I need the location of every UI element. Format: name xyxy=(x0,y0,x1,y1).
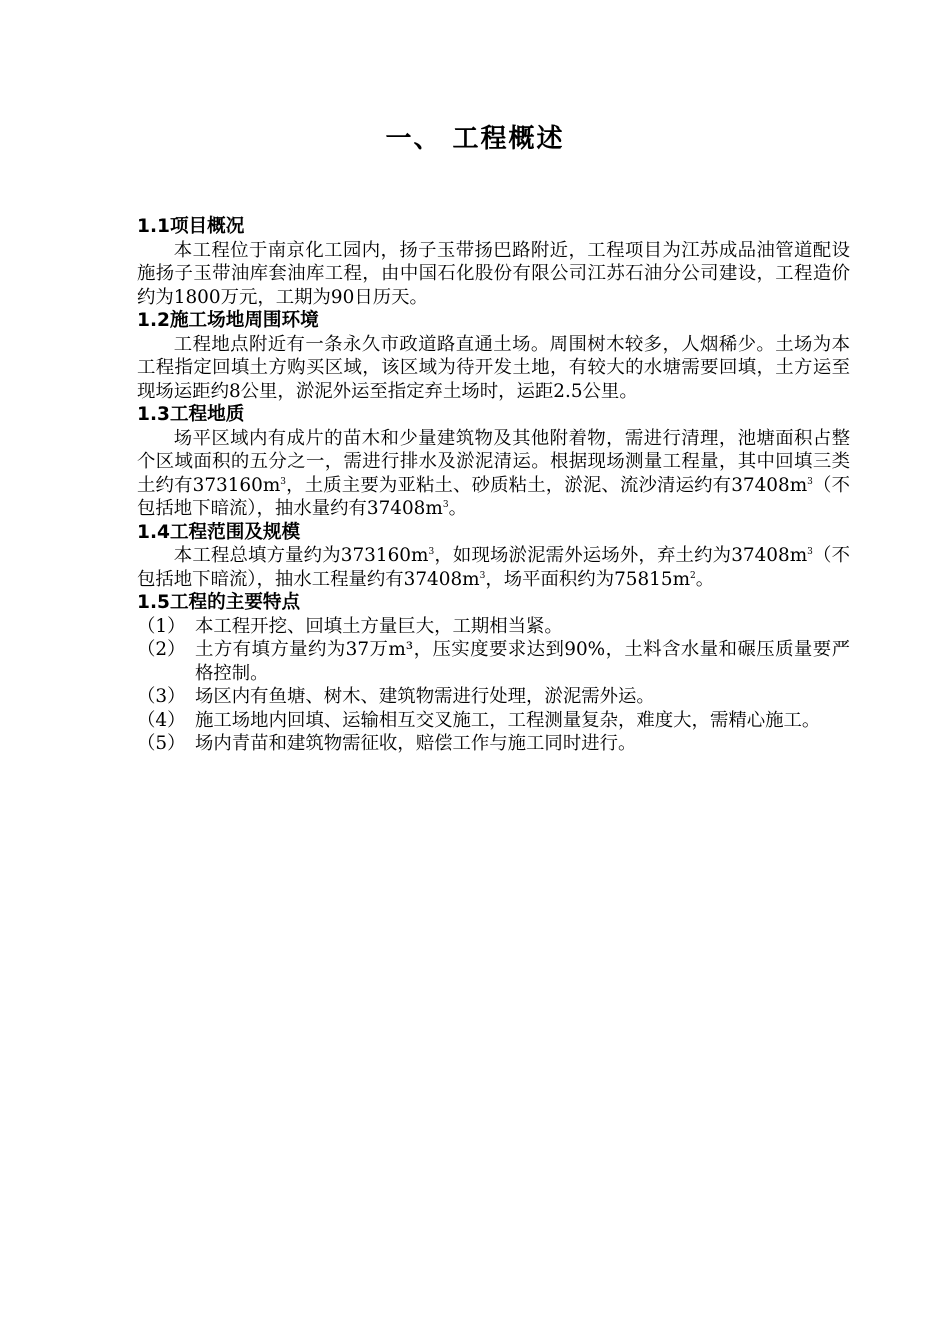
list-item xyxy=(137,732,850,756)
superscript: 3 xyxy=(807,547,813,557)
text-run: ，场平面积约为75815m xyxy=(485,568,691,590)
section-heading-1-2: 1.2施工场地周围环境 xyxy=(137,310,319,331)
text-run: 本工程总填方量约为373160m xyxy=(173,545,429,566)
text-run: 。 xyxy=(448,498,467,519)
list-item-text: 本工程开挖、回填土方量巨大，工期相当紧。 xyxy=(195,615,563,637)
section-paragraph-1-4 xyxy=(137,544,850,591)
page-title: 一、 工程概述 xyxy=(385,124,565,154)
list-item-number: （1） xyxy=(137,615,186,637)
list-item-text: 场内青苗和建筑物需征收，赔偿工作与施工同时进行。 xyxy=(195,733,637,754)
superscript: 3 xyxy=(807,476,813,487)
list-item-number: （3） xyxy=(137,686,186,707)
section-heading-1-3: 1.3工程地质 xyxy=(137,404,245,425)
text-run: （不包括地下暗流），抽水工程量约有37408m xyxy=(137,545,850,590)
list-item-number: （4） xyxy=(137,709,186,731)
superscript: 3 xyxy=(428,547,435,557)
superscript: 3 xyxy=(442,500,449,510)
list-item-text: 场区内有鱼塘、树木、建筑物需进行处理，淤泥需外运。 xyxy=(195,686,655,707)
list-item xyxy=(137,615,850,639)
section-heading-1-5: 1.5工程的主要特点 xyxy=(137,592,301,613)
superscript: 3 xyxy=(479,570,486,581)
list-item xyxy=(137,709,850,733)
document-body xyxy=(137,215,850,756)
text-run: ，土质主要为亚粘土、砂质粘土，淤泥、流沙清运约有37408m xyxy=(286,474,808,496)
list-item xyxy=(137,638,850,685)
section-heading-1-4: 1.4工程范围及规模 xyxy=(137,521,301,543)
list-item-text: 施工场地内回填、运输相互交叉施工，工程测量复杂，难度大，需精心施工。 xyxy=(195,709,821,731)
list-item-number: （5） xyxy=(137,733,186,754)
list-item-text: 土方有填方量约为37万m³，压实度要求达到90%，土料含水量和碾压质量要严格控制。 xyxy=(195,639,850,684)
section-paragraph-1-2: 工程地点附近有一条永久市政道路直通土场。周围树木较多，人烟稀少。土场为本工程指定回填土方购买区域，该区域为待开发土地，有较大的水塘需要回填，土方运至现场运距约8公里，淤泥外运至指定弃土场时，运距2.5公里。 xyxy=(137,333,850,402)
section-paragraph-1-1: 本工程位于南京化工园内，扬子玉带扬巴路附近，工程项目为江苏成品油管道配设施扬子玉带油库套油库工程，由中国石化股份有限公司江苏石油分公司建设，工程造价约为1800万元，工期为90日历天。 xyxy=(137,239,850,308)
section-heading-1-1: 1.1项目概况 xyxy=(137,216,245,237)
superscript: 2 xyxy=(690,570,696,581)
list-item-number: （2） xyxy=(137,639,186,660)
text-run: （不包括地下暗流），抽水量约有37408m xyxy=(137,474,850,519)
text-run: 。 xyxy=(695,568,715,590)
section-paragraph-1-3 xyxy=(137,427,850,521)
list-item xyxy=(137,685,850,709)
text-run: ，如现场淤泥需外运场外，弃土约为37408m xyxy=(434,545,808,566)
text-run: 场平区域内有成片的苗木和少量建筑物及其他附着物，需进行清理，池塘面积占整个区域面积的五分之一，需进行排水及淤泥清运。根据现场测量工程量，其中回填三类土约有373160m xyxy=(137,427,850,496)
superscript: 3 xyxy=(280,476,287,487)
